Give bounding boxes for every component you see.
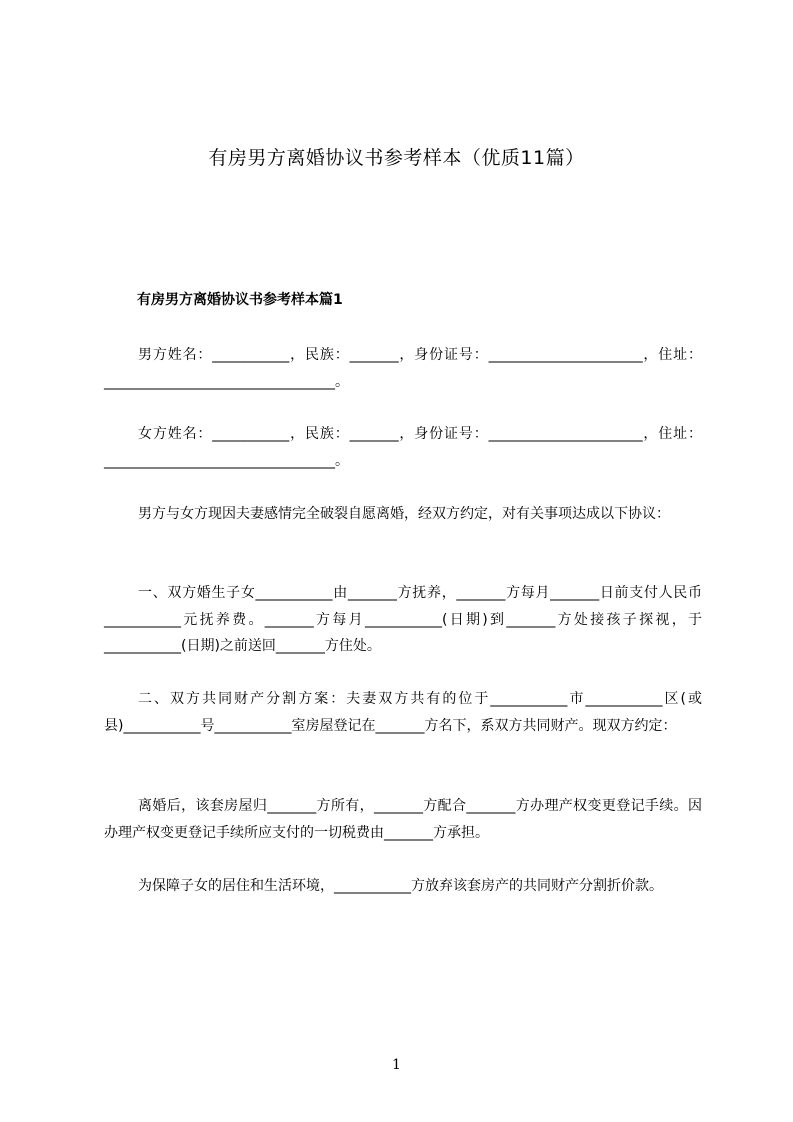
paragraph-property-division: 二、双方共同财产分割方案：夫妻双方共有的位于___________市___________区(或县)___________号___________室房屋登记在_______方名下，系双方共同财产。现双方约定： xyxy=(104,691,702,734)
paragraph-house-ownership: 离婚后，该套房屋归_______方所有，_______方配合_______方办理产权变更登记手续。因办理产权变更登记手续所应支付的一切税费由_______方承担。 xyxy=(104,798,702,841)
paragraph-agreement-intro: 男方与女方现因夫妻感情完全破裂自愿离婚，经双方约定，对有关事项达成以下协议： xyxy=(138,506,670,522)
page-number: 1 xyxy=(392,1057,401,1073)
paragraph-female-info: 女方姓名：___________，民族：_______，身份证号：______________________，住址：_________________________________。 xyxy=(104,426,702,469)
paragraph-child-residence: 为保障子女的居住和生活环境，___________方放弃该套房产的共同财产分割折价款。 xyxy=(138,878,663,894)
document-title: 有房男方离婚协议书参考样本（优质11篇） xyxy=(208,147,585,169)
paragraph-child-custody: 一、双方婚生子女___________由_______方抚养，_______方每月_______日前支付人民币___________元抚养费。_______方每月___________(日期)到_______方处接孩子探视，于___________(日期)之前送回_______方住处。 xyxy=(104,585,702,654)
paragraph-male-info: 男方姓名：___________，民族：_______，身份证号：______________________，住址：_________________________________。 xyxy=(104,347,702,390)
section-title: 有房男方离婚协议书参考样本篇1 xyxy=(137,292,343,308)
